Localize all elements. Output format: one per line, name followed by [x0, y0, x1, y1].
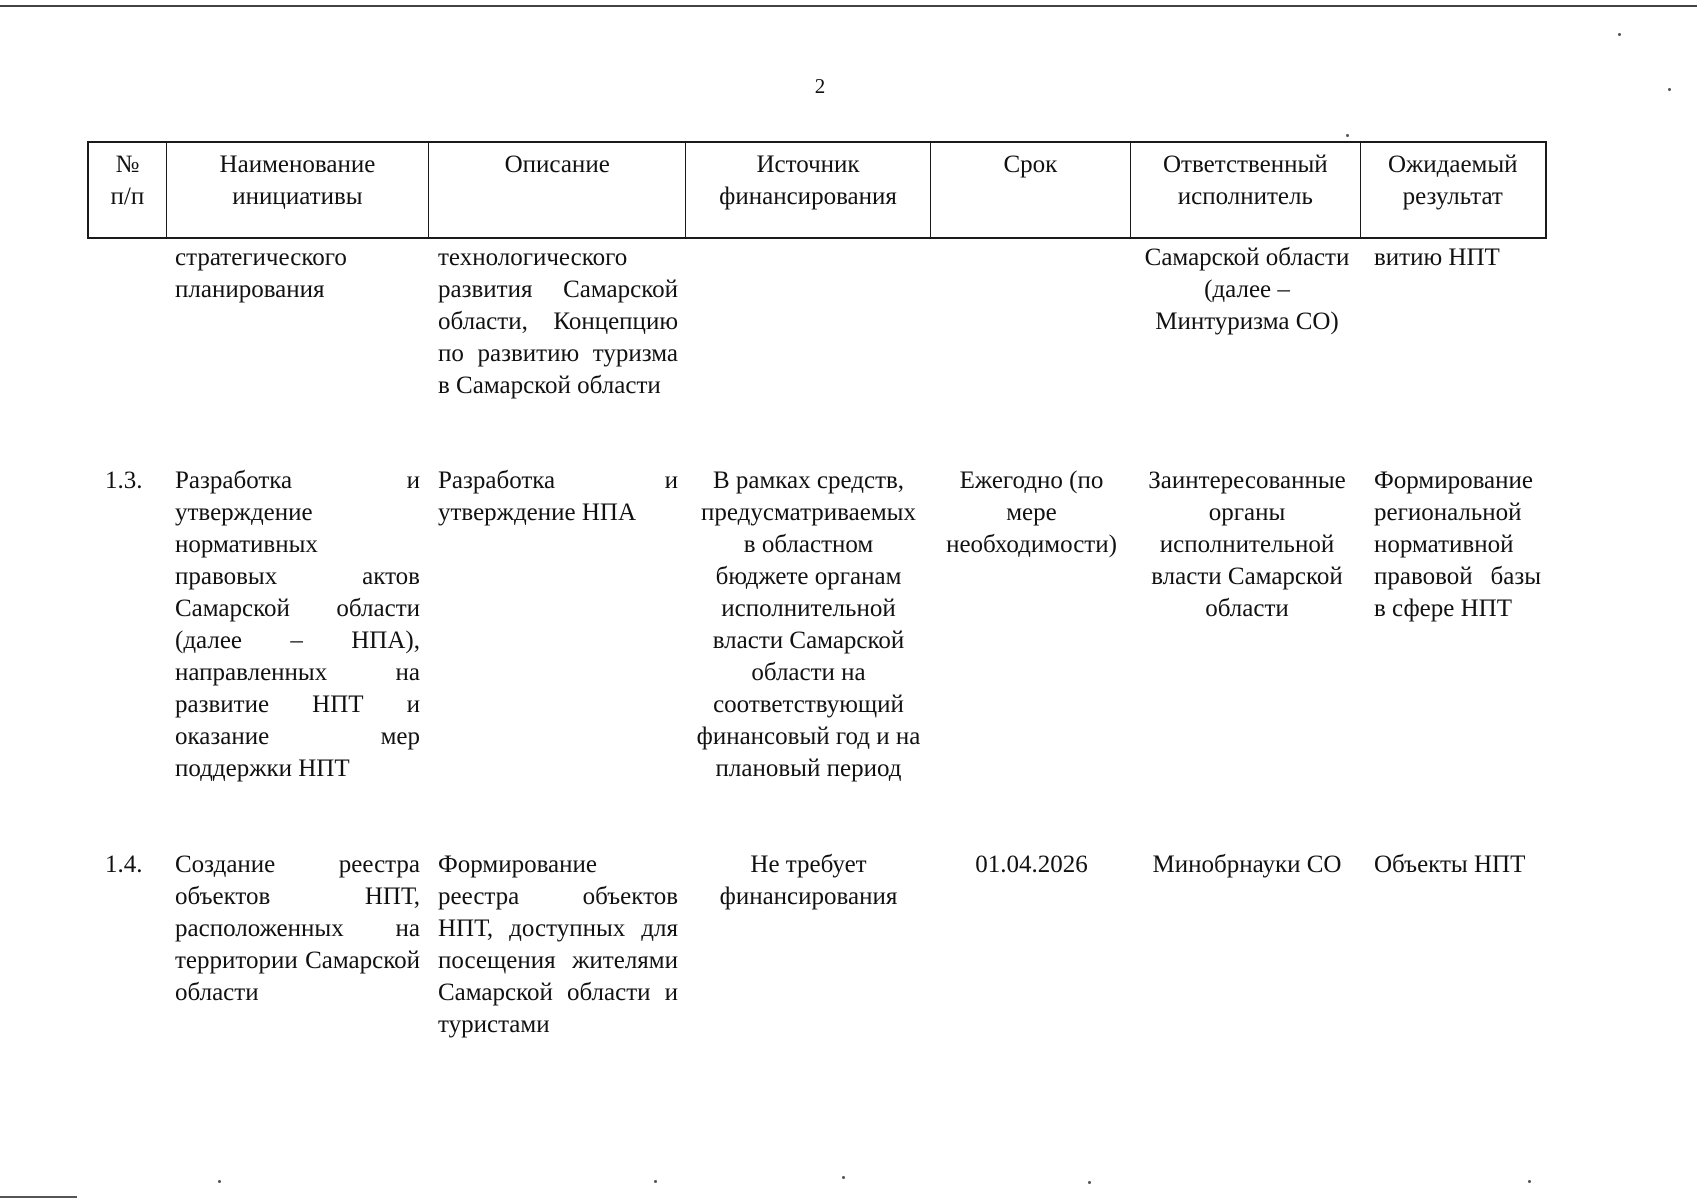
header-description: [429, 143, 686, 237]
header-text: Наименование: [219, 151, 376, 178]
scan-speck: [1618, 33, 1621, 36]
expected-result: Формирование региональной нормативной правовой базы в сфере НПТ: [1374, 467, 1541, 622]
initiative-name: Создание реестра объектов НПТ, расположенных на территории Самарской области: [175, 851, 420, 1006]
table-row: [87, 849, 1547, 1041]
term: Ежегодно (по мере необходимости): [946, 467, 1117, 558]
description: Формирование реестра объектов НПТ, доступных для посещения жителями Самарской области и туристами: [438, 851, 678, 1038]
header-text: Ожидаемый: [1387, 151, 1518, 178]
responsible: Самарской области (далее – Минтуризма СО): [1144, 244, 1350, 335]
header-text: Описание: [504, 151, 610, 178]
table-header: [87, 141, 1547, 239]
term: 01.04.2026: [975, 851, 1088, 878]
header-text: исполнитель: [1177, 183, 1313, 210]
header-text: инициативы: [232, 183, 363, 210]
header-responsible: [1131, 143, 1360, 237]
header-text: №: [115, 151, 140, 178]
scan-speck: [654, 1180, 657, 1183]
header-text: Источник: [756, 151, 860, 178]
page-number: 2: [814, 74, 826, 98]
header-funding-source: [686, 143, 930, 237]
scan-speck: [1346, 134, 1349, 137]
scan-speck: [218, 1180, 221, 1183]
term: [931, 242, 1132, 402]
table-row: [87, 465, 1547, 785]
responsible: Заинтересованные органы исполнительной власти Самарской области: [1148, 467, 1346, 622]
funding-source: В рамках средств, предусматриваемых в областном бюджете органам исполнительной власти Самарской области на соответствующий финансовый год и на плановый период: [696, 467, 921, 782]
header-text: результат: [1402, 183, 1503, 210]
scan-speck: [1528, 1180, 1531, 1183]
header-text: финансирования: [719, 183, 897, 210]
header-expected-result: [1361, 143, 1545, 237]
header-initiative-name: [167, 143, 429, 237]
scan-speck: [1668, 88, 1671, 91]
scan-speck: [842, 1176, 845, 1179]
funding-source: [686, 242, 931, 402]
initiative-name: стратегического планирования: [175, 244, 347, 303]
description: Разработка и утверждение НПА: [438, 467, 678, 526]
header-text: п/п: [110, 183, 145, 210]
top-rule: [0, 5, 1697, 7]
row-number: [87, 242, 165, 402]
header-term: [931, 143, 1131, 237]
funding-source: Не требует финансирования: [719, 851, 898, 910]
header-text: Ответственный: [1162, 151, 1328, 178]
scan-speck: [1088, 1181, 1091, 1184]
expected-result: Объекты НПТ: [1374, 851, 1526, 878]
initiative-name: Разработка и утверждение нормативных правовых актов Самарской области (далее – НПА), направленных на развитие НПТ и оказание мер поддержки НПТ: [175, 467, 420, 782]
header-text: Срок: [1003, 151, 1058, 178]
responsible: Минобрнауки СО: [1152, 851, 1342, 878]
bottom-rule: [0, 1196, 77, 1198]
table-row: [87, 242, 1547, 402]
expected-result: витию НПТ: [1374, 244, 1500, 271]
header-number: [89, 143, 167, 237]
row-number: 1.3.: [105, 467, 143, 494]
row-number: 1.4.: [105, 851, 143, 878]
description: технологического развития Самарской области, Концепцию по развитию туризма в Самарской области: [438, 244, 678, 399]
